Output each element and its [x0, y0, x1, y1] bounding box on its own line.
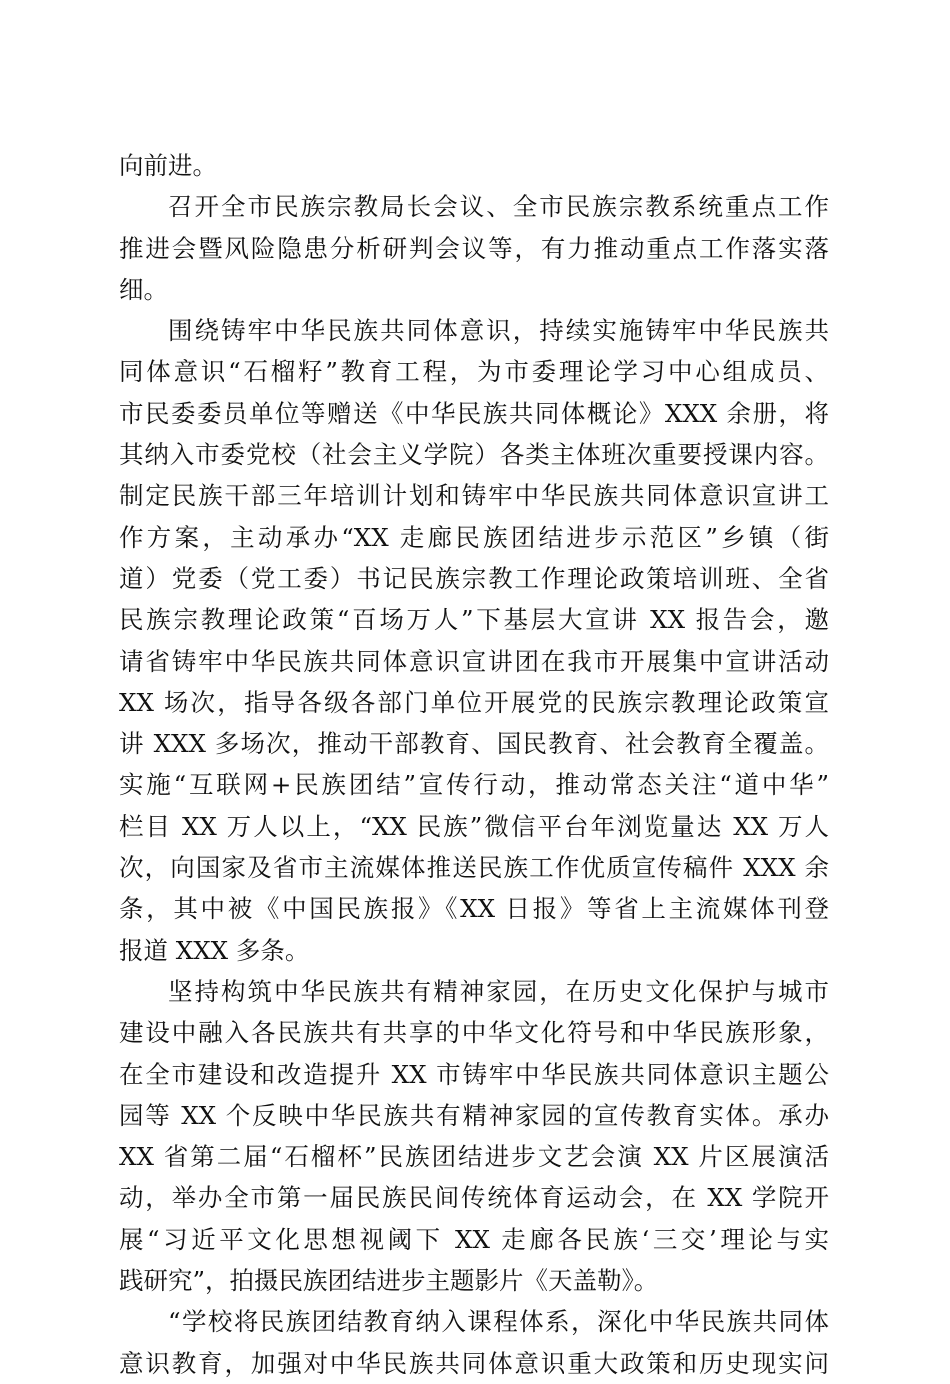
- text-line: 展“习近平文化思想视阈下 XX 走廊各民族‘三交’理论与实: [119, 1224, 829, 1254]
- text-line: 向前进。: [119, 151, 217, 180]
- text-line: 意识教育，加强对中华民族共同体意识重大政策和历史现实问: [119, 1348, 829, 1378]
- text-line: 召开全市民族宗教局长会议、全市民族宗教系统重点工作: [168, 192, 829, 222]
- text-line: 园等 XX 个反映中华民族共有精神家园的宣传教育实体。承办: [119, 1100, 829, 1130]
- text-line: XX 场次，指导各级各部门单位开展党的民族宗教理论政策宣: [119, 687, 829, 717]
- text-line: 在全市建设和改造提升 XX 市铸牢中华民族共同体意识主题公: [119, 1059, 829, 1089]
- text-line: 细。: [119, 274, 168, 304]
- text-line: “学校将民族团结教育纳入课程体系，深化中华民族共同体: [168, 1307, 829, 1337]
- text-line: 建设中融入各民族共有共享的中华文化符号和中华民族形象，: [119, 1018, 829, 1048]
- text-line: 动，举办全市第一届民族民间传统体育运动会，在 XX 学院开: [119, 1183, 829, 1213]
- text-line: 作方案，主动承办“XX 走廊民族团结进步示范区”乡镇（街: [119, 522, 829, 552]
- text-line: 民族宗教理论政策“百场万人”下基层大宣讲 XX 报告会，邀: [119, 605, 829, 635]
- text-line: XX 省第二届“石榴杯”民族团结进步文艺会演 XX 片区展演活: [119, 1142, 829, 1172]
- text-line: 报道 XXX 多条。: [119, 935, 310, 965]
- text-line: 推进会暨风险隐患分析研判会议等，有力推动重点工作落实落: [119, 233, 829, 263]
- text-line: 同体意识“石榴籽”教育工程，为市委理论学习中心组成员、: [119, 357, 829, 387]
- text-line: 其纳入市委党校（社会主义学院）各类主体班次重要授课内容。: [119, 440, 829, 470]
- text-line: 条，其中被《中国民族报》《XX 日报》等省上主流媒体刊登: [119, 894, 829, 924]
- document-body: [119, 145, 829, 1384]
- text-line: 实施“互联网+民族团结”宣传行动，推动常态关注“道中华”: [119, 770, 829, 800]
- text-line: 次，向国家及省市主流媒体推送民族工作优质宣传稿件 XXX 余: [119, 853, 829, 883]
- text-line: 坚持构筑中华民族共有精神家园，在历史文化保护与城市: [168, 976, 829, 1006]
- text-line: 请省铸牢中华民族共同体意识宣讲团在我市开展集中宣讲活动: [119, 646, 829, 676]
- text-line: 讲 XXX 多场次，推动干部教育、国民教育、社会教育全覆盖。: [119, 729, 829, 759]
- text-line: 市民委委员单位等赠送《中华民族共同体概论》XXX 余册，将: [119, 398, 829, 428]
- text-line: 践研究”，拍摄民族团结进步主题影片《天盖勒》。: [119, 1266, 659, 1296]
- text-line: 道）党委（党工委）书记民族宗教工作理论政策培训班、全省: [119, 563, 829, 593]
- text-line: 制定民族干部三年培训计划和铸牢中华民族共同体意识宣讲工: [119, 481, 829, 511]
- text-line: 围绕铸牢中华民族共同体意识，持续实施铸牢中华民族共: [168, 316, 829, 346]
- text-line: 栏目 XX 万人以上，“XX 民族”微信平台年浏览量达 XX 万人: [119, 811, 829, 841]
